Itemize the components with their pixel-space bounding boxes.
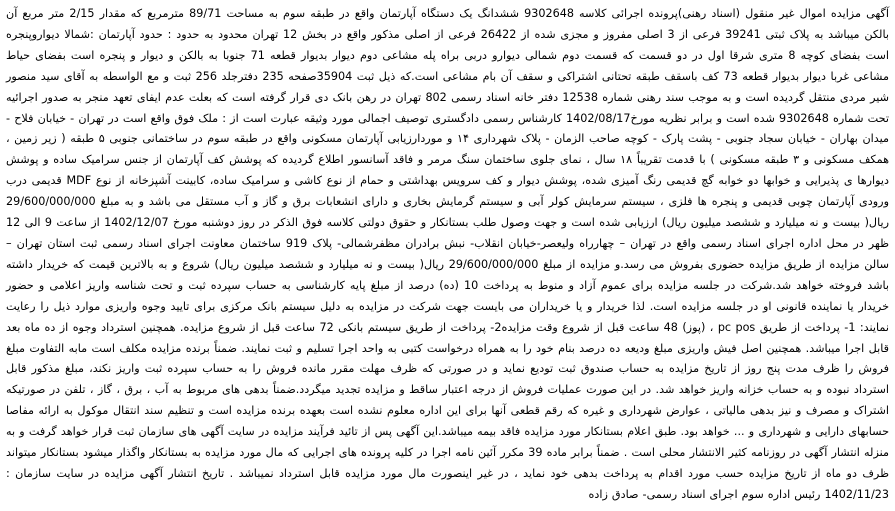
auction-notice-text: آگهی مزایده اموال غیر منقول (اسناد رهنی)پرونده اجرائی کلاسه 9302648 ششدانگ یک دستگاه آپارتمان واقع در طبقه سوم به مساحت 89/71 مترمربع که مقدار 2/15 متر مربع آن بالکن میباشد به پلاک ثبتی 39241 فرعی از 3 اصلی مفروز و مجزی شده از 26422 فرعی از اصلی مذکور واقع در بخش 12 تهران محدود به حدود : حدود آپارتمان :شمالا دیواروپنجره است بفضای کوچه 8 متری شرقا اول در دو قسمت که قسمت دوم شمالی دیوارو دربی براه پله مشاعی دوم دیوار بدیوار قطعه 71 جنوبا به بالکن و دیوار و پنجره است بفضای حیاط مشاعی غربا دیوار بدیوار قطعه 73 کف باسقف طبقه تحتانی اشتراکی و سقف آن بام مشاعی است.که ذیل ثبت 35904صفحه 235 دفترجلد 256 ثبت و مع الواسطه به آقای سید منصور شیر مردی منتقل گردیده است و به موجب سند رهنی شماره 12538 دفتر خانه اسناد رسمی 802 تهران در رهن بانک دی قرار گرفته است که بعلت عدم ایفای تعهد منجر به صدور اجرائیه تحت شماره 9302648 شده است و برابر نظریه مورخ1402/08/17 کارشناس رسمی دادگستری توصیف اجمالی مورد وثیقه عبارت است از : ملک فوق واقع است در تهران - خیابان فلاح - میدان بهاران - خیابان سجاد جنوبی - پشت پارک - کوچه صاحب الزمان - پلاک شهرداری ۱۴ و موردارزیابی آپارتمان مسکونی واقع در طبقه سوم در ساختمانی جنوبی ۵ طبقه ( زیر زمین ، همکف مسکونی و ۳ طبقه مسکونی ) با قدمت تقریباً ۱۸ سال ، نمای جلوی ساختمان سنگ مرمر و فاقد آسانسور اطلاع گردیده که پوشش کف آپارتمان از جنس سرامیک ساده و پوشش دیوارها ی پذیرایی و خوابها دو خوابه گچ قدیمی رنگ آمیزی شده، پوشش دیوار و کف سرویس بهداشتی و حمام از نوع کاشی و سرامیک ساده، کابینت آشپزخانه از نوع MDF قدیمی درب ورودی آپارتمان چوبی قدیمی و پنجره ها فلزی ، سیستم سرمایش کولر آبی و سیستم گرمایش بخاری و دارای انشعابات برق و گاز و آب مستقل می باشد و به مبلغ 29/600/000/000 ریال( بیست و نه میلیارد و ششصد میلیون ریال) ارزیابی شده است و جهت وصول طلب بستانکار و حقوق دولتی کلاسه فوق الذکر در روز دوشنبه مورخ 1402/12/07 از ساعت 9 الی 12 ظهر در محل اداره اجرای اسناد رسمی واقع در تهران – چهارراه ولیعصر-خیابان انقلاب- نبش برادران مظفرشمالی- پلاک 919 ساختمان معاونت اجرای اسناد رسمی ثبت استان تهران – سالن مزایده از طریق مزایده حضوری بفروش می رسد.و مزایده از مبلغ 29/600/000/000 ریال( بیست و نه میلیارد و ششصد میلیون ریال) شروع و به بالاترین قیمت که خریدار داشته باشد فروخته خواهد شد.شرکت در جلسه مزایده برای عموم آزاد و منوط به پرداخت 10 (ده) درصد از مبلغ پایه کارشناسی به حساب سپرده ثبت و تحت شناسه واریز اعلامی و حضور خریدار یا نماینده قانونی او در جلسه مزایده است. لذا خریدار و یا خریداران می بایست جهت شرکت در مزایده به دلیل سیستم بانک مرکزی برای تایید وجوه واریزی موارد ذیل را رعایت نمایند: 1- پرداخت از طریق pc pos ، (پوز) 48 ساعت قبل از شروع وقت مزایده2- پرداخت از طریق سیستم بانکی 72 ساعت قبل از شروع مزایده. همچنین استرداد وجوه از ده ماه بعد قابل اجرا میباشد. همچنین اصل فیش واریزی مبلغ ودیعه ده درصد بنام خود را به همراه درخواست کتبی به واحد اجرا تسلیم و ثبت نمایند. ضمناً برنده مزایده مکلف است مابه التفاوت مبلغ فروش را ظرف مدت پنج روز از تاریخ مزایده به حساب صندوق ثبت تودیع نماید و در صورتی که ظرف مهلت مقرر مانده فروش را به حساب سپرده ثبت واریز نکند، مبلغ مذکور قابل استرداد نبوده و به حساب خزانه واریز خواهد شد. در این صورت عملیات فروش از درجه اعتبار ساقط و مزایده تجدید میگردد.ضمناً بدهی های مربوط به آب ، برق ، گاز ، تلفن در صورتیکه اشتراک و مصرف و نیز بدهی مالیاتی ، عوارض شهرداری و غیره که رقم قطعی آنها برای این اداره معلوم نشده است بعهده برنده مزایده است و تنظیم سند انتقال موکول به ارائه مفاصا حسابهای دارایی و شهرداری و ... خواهد بود. طبق اعلام بستانکار مورد مزایده فاقد بیمه میباشد.این آگهی پس از تائید فرآیند مزایده در سایت آگهی های سازمان ثبت قرار خواهد گرفت و به منزله انتشار آگهی در روزنامه کثیر الانتشار محلی است . ضمناً برابر ماده 39 مکرر آئین نامه اجرا در کلیه پرونده های اجرایی که مال مورد مزایده به بستانکار واگذار میشود بستانکار میتواند ظرف دو ماه از تاریخ مزایده حسب مورد اقدام به پرداخت بدهی خود نماید ، در غیر اینصورت مال مورد مزایده قابل استرداد نمیباشد . تاریخ انتشار آگهی مزایده در سایت سازمان : 1402/11/23 رئیس اداره سوم اجرای اسناد رسمی- صادق زاده [6, 7, 890, 501]
